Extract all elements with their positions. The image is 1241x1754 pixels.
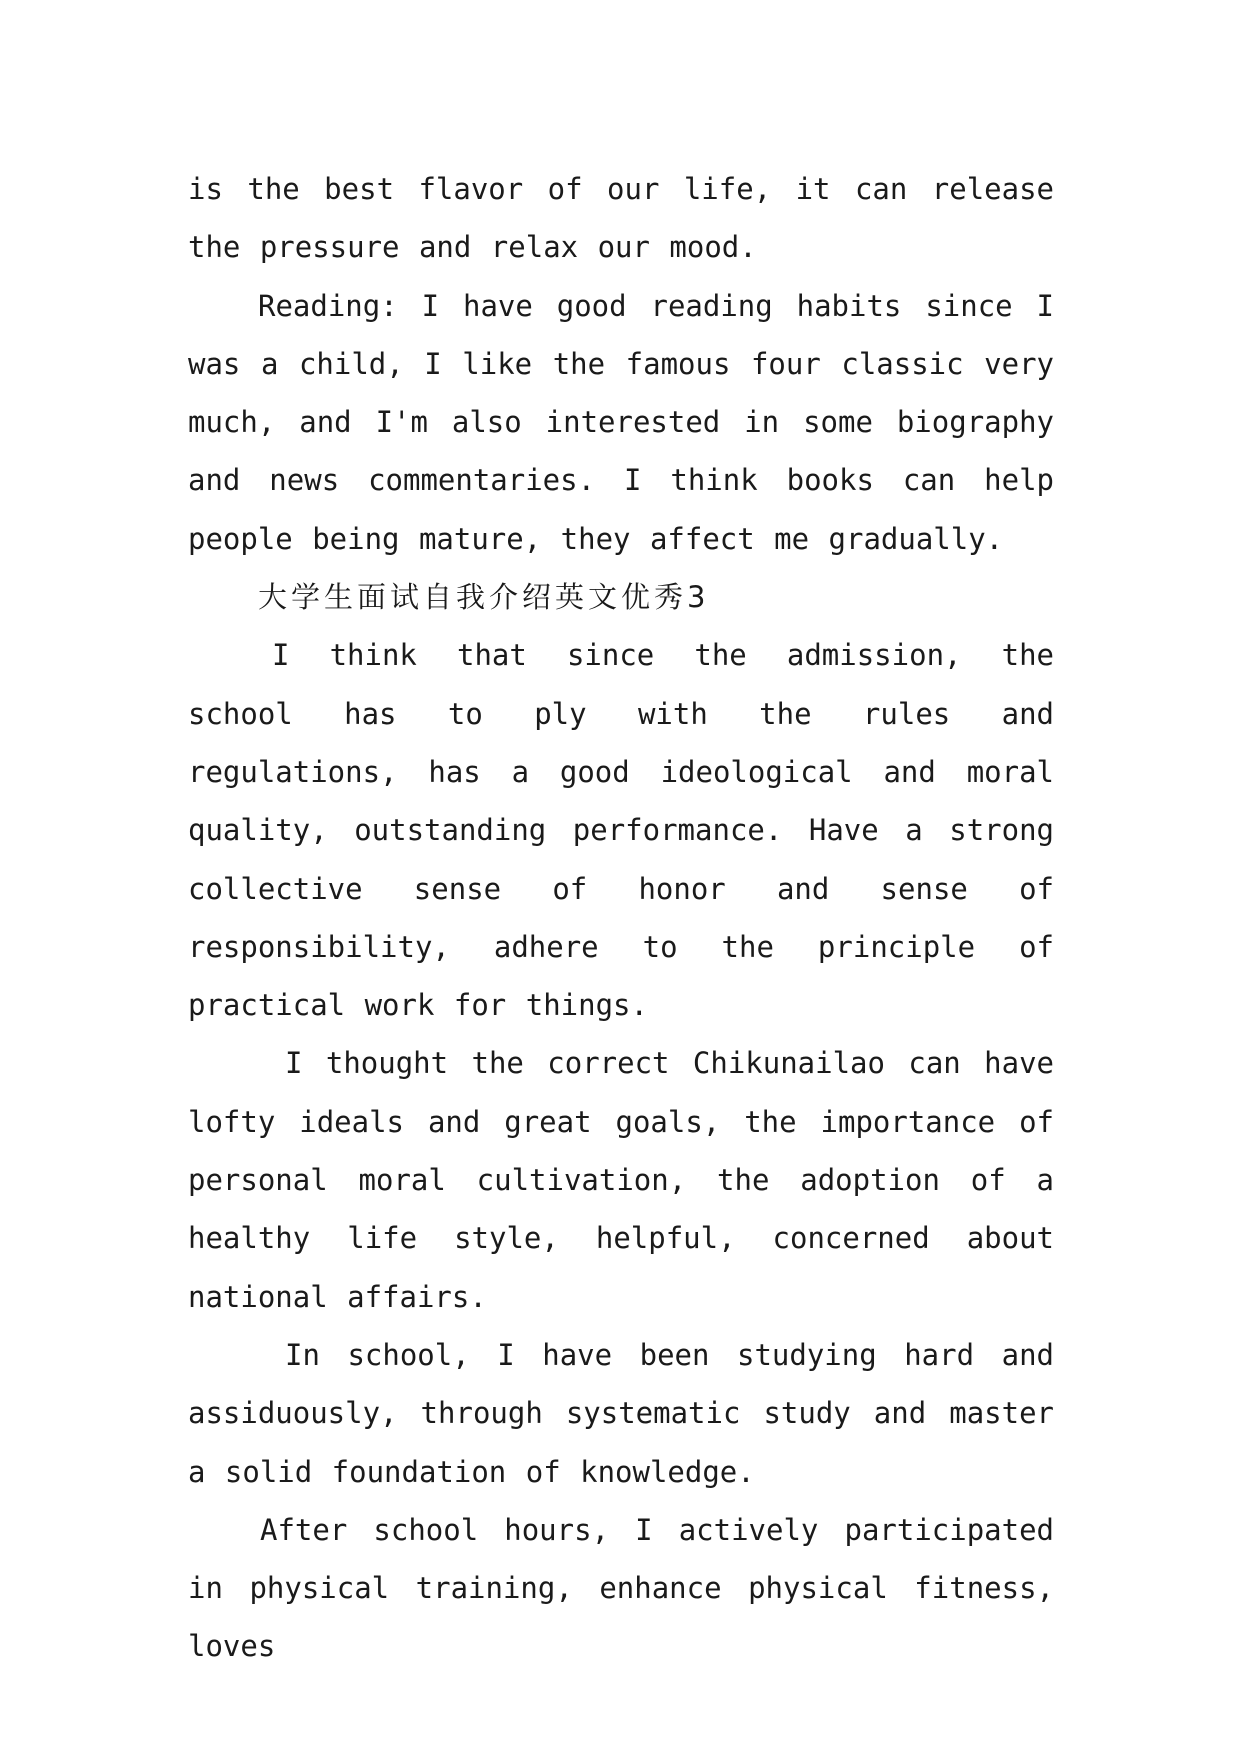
paragraph-admission: I think that since the admission, the school has to ply with the rules and regulations, has a good ideological and moral quality, outstanding performance. Have a strong collective sense of honor and sense of responsibility, adhere to the principle of practical work for things. bbox=[188, 638, 1054, 1023]
document-body bbox=[188, 160, 1054, 1676]
paragraph-ideals: I thought the correct Chikunailao can have lofty ideals and great goals, the importance of personal moral cultivation, the adoption of a healthy life style, helpful, concerned about national affairs. bbox=[188, 1046, 1054, 1314]
paragraph-reading: Reading: I have good reading habits since I was a child, I like the famous four classic very much, and I'm also interested in some biography and news commentaries. I think books can help people being mature, they affect me gradually. bbox=[188, 288, 1054, 556]
section-heading: 大学生面试自我介绍英文优秀3 bbox=[258, 580, 710, 615]
paragraph-study: In school, I have been studying hard and assiduously, through systematic study and master a solid foundation of knowledge. bbox=[188, 1337, 1054, 1489]
paragraph-after-school: After school hours, I actively participated in physical training, enhance physical fitness, loves bbox=[188, 1512, 1054, 1664]
paragraph-hobby-continued: is the best flavor of our life, it can release the pressure and relax our mood. bbox=[188, 172, 1054, 265]
